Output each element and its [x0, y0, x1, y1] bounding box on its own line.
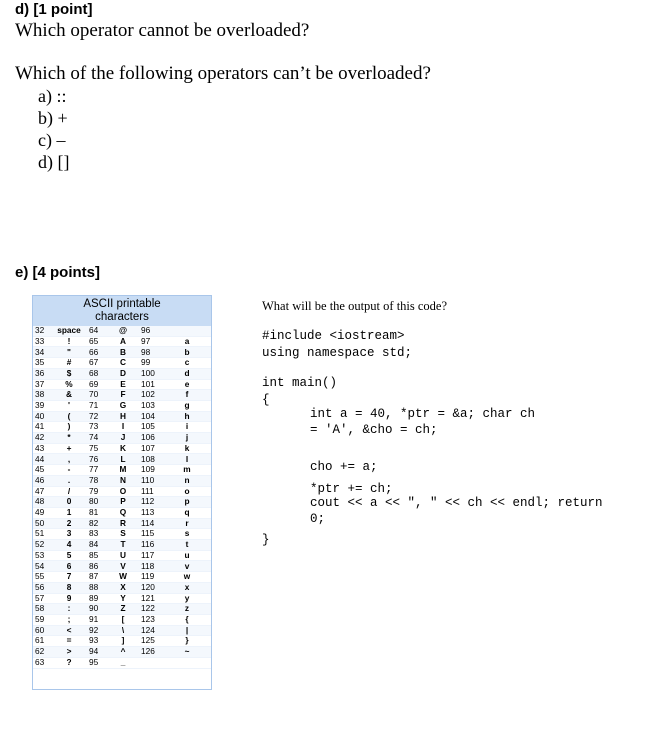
ascii-code-dec-3: 116	[139, 540, 163, 551]
ascii-char-2: Z	[107, 604, 139, 615]
code-ptr-line: *ptr += ch;	[310, 482, 393, 496]
ascii-code-dec-3: 103	[139, 400, 163, 411]
ascii-char-2: E	[107, 379, 139, 390]
ascii-code-dec-2: 68	[87, 368, 107, 379]
ascii-row	[33, 529, 211, 540]
ascii-code-dec-1: 53	[33, 550, 51, 561]
ascii-code-dec-1: 49	[33, 507, 51, 518]
ascii-table-figure	[32, 295, 212, 690]
ascii-row	[33, 358, 211, 369]
ascii-char-3: w	[163, 572, 211, 583]
ascii-code-dec-2: 79	[87, 486, 107, 497]
ascii-char-1: '	[51, 400, 87, 411]
option-a: a) ::	[38, 86, 67, 106]
ascii-char-2: H	[107, 411, 139, 422]
ascii-code-dec-3: 97	[139, 336, 163, 347]
ascii-row	[33, 433, 211, 444]
ascii-code-dec-1: 42	[33, 433, 51, 444]
ascii-code-dec-1: 62	[33, 647, 51, 658]
option-c: c) –	[38, 130, 66, 150]
ascii-char-1: )	[51, 422, 87, 433]
ascii-row	[33, 411, 211, 422]
ascii-code-dec-3: 102	[139, 390, 163, 401]
ascii-char-3: b	[163, 347, 211, 358]
ascii-char-3: r	[163, 518, 211, 529]
ascii-char-3: i	[163, 422, 211, 433]
ascii-row	[33, 572, 211, 583]
ascii-code-dec-3: 124	[139, 625, 163, 636]
code-main: int main()	[262, 376, 338, 390]
part-e-prompt: What will be the output of this code?	[262, 299, 448, 313]
ascii-char-3: n	[163, 475, 211, 486]
ascii-char-2: O	[107, 486, 139, 497]
ascii-table-title	[33, 296, 211, 326]
ascii-code-dec-1: 35	[33, 358, 51, 369]
ascii-char-2: J	[107, 433, 139, 444]
ascii-code-dec-3	[139, 657, 163, 668]
ascii-char-2: C	[107, 358, 139, 369]
ascii-code-dec-2: 77	[87, 465, 107, 476]
ascii-char-1: &	[51, 390, 87, 401]
ascii-code-dec-1: 34	[33, 347, 51, 358]
ascii-code-dec-2: 65	[87, 336, 107, 347]
ascii-char-3: z	[163, 604, 211, 615]
ascii-char-1: 4	[51, 540, 87, 551]
ascii-code-dec-3: 109	[139, 465, 163, 476]
code-decl-line1: int a = 40, *ptr = &a; char ch	[310, 407, 536, 421]
ascii-char-1: .	[51, 475, 87, 486]
ascii-code-dec-1: 40	[33, 411, 51, 422]
ascii-char-3: }	[163, 636, 211, 647]
ascii-code-dec-2: 84	[87, 540, 107, 551]
ascii-char-2: W	[107, 572, 139, 583]
ascii-code-dec-1: 33	[33, 336, 51, 347]
ascii-char-1: 2	[51, 518, 87, 529]
ascii-row	[33, 604, 211, 615]
ascii-row	[33, 636, 211, 647]
code-cho-line: cho += a;	[310, 460, 378, 474]
ascii-char-1: =	[51, 636, 87, 647]
ascii-code-dec-3: 122	[139, 604, 163, 615]
ascii-code-dec-2: 64	[87, 326, 107, 336]
ascii-char-2: @	[107, 326, 139, 336]
ascii-code-dec-3: 120	[139, 582, 163, 593]
ascii-char-2: [	[107, 614, 139, 625]
ascii-code-dec-2: 83	[87, 529, 107, 540]
ascii-char-3: c	[163, 358, 211, 369]
ascii-char-3: l	[163, 454, 211, 465]
option-d: d) []	[38, 152, 70, 172]
ascii-char-1: 0	[51, 497, 87, 508]
ascii-code-dec-1: 55	[33, 572, 51, 583]
ascii-code-dec-1: 57	[33, 593, 51, 604]
ascii-code-dec-3: 104	[139, 411, 163, 422]
ascii-char-3: t	[163, 540, 211, 551]
ascii-code-dec-2: 78	[87, 475, 107, 486]
ascii-char-2: K	[107, 443, 139, 454]
ascii-char-2: F	[107, 390, 139, 401]
ascii-code-dec-2: 92	[87, 625, 107, 636]
ascii-code-dec-1: 43	[33, 443, 51, 454]
ascii-char-3: o	[163, 486, 211, 497]
ascii-code-dec-2: 67	[87, 358, 107, 369]
ascii-char-2: ]	[107, 636, 139, 647]
ascii-char-1: 8	[51, 582, 87, 593]
ascii-row	[33, 593, 211, 604]
part-d-title: Which operator cannot be overloaded?	[15, 20, 310, 41]
ascii-char-2: U	[107, 550, 139, 561]
ascii-row	[33, 540, 211, 551]
ascii-row	[33, 486, 211, 497]
ascii-code-dec-1: 44	[33, 454, 51, 465]
ascii-char-2: \	[107, 625, 139, 636]
ascii-row	[33, 475, 211, 486]
ascii-code-dec-2: 71	[87, 400, 107, 411]
ascii-char-2: S	[107, 529, 139, 540]
ascii-code-dec-1: 51	[33, 529, 51, 540]
ascii-char-3	[163, 657, 211, 668]
ascii-char-2: L	[107, 454, 139, 465]
ascii-char-2: D	[107, 368, 139, 379]
ascii-row	[33, 422, 211, 433]
ascii-code-dec-1: 45	[33, 465, 51, 476]
ascii-row	[33, 347, 211, 358]
ascii-char-2: N	[107, 475, 139, 486]
ascii-char-1: !	[51, 336, 87, 347]
ascii-row	[33, 443, 211, 454]
ascii-code-dec-3: 114	[139, 518, 163, 529]
ascii-row	[33, 497, 211, 508]
ascii-char-2: X	[107, 582, 139, 593]
ascii-code-dec-3: 118	[139, 561, 163, 572]
ascii-code-dec-1: 48	[33, 497, 51, 508]
ascii-code-dec-2: 72	[87, 411, 107, 422]
ascii-code-dec-2: 88	[87, 582, 107, 593]
ascii-row	[33, 336, 211, 347]
ascii-code-dec-1: 58	[33, 604, 51, 615]
part-d-header: d) [1 point]	[15, 1, 93, 18]
ascii-row	[33, 625, 211, 636]
ascii-code-dec-1: 63	[33, 657, 51, 668]
ascii-code-dec-3: 98	[139, 347, 163, 358]
ascii-code-dec-1: 39	[33, 400, 51, 411]
ascii-char-1: 1	[51, 507, 87, 518]
ascii-code-dec-3: 99	[139, 358, 163, 369]
ascii-char-3: x	[163, 582, 211, 593]
ascii-char-2: V	[107, 561, 139, 572]
ascii-code-dec-1: 52	[33, 540, 51, 551]
ascii-char-3: v	[163, 561, 211, 572]
ascii-char-2: R	[107, 518, 139, 529]
ascii-char-1: *	[51, 433, 87, 444]
ascii-row	[33, 614, 211, 625]
ascii-title-line2: characters	[95, 310, 149, 323]
ascii-char-3	[163, 326, 211, 336]
ascii-code-dec-2: 82	[87, 518, 107, 529]
ascii-code-dec-3: 106	[139, 433, 163, 444]
ascii-char-1: "	[51, 347, 87, 358]
ascii-char-1: >	[51, 647, 87, 658]
ascii-row	[33, 518, 211, 529]
ascii-code-dec-2: 73	[87, 422, 107, 433]
ascii-code-dec-3: 110	[139, 475, 163, 486]
ascii-code-dec-2: 90	[87, 604, 107, 615]
ascii-char-2: T	[107, 540, 139, 551]
ascii-char-2: M	[107, 465, 139, 476]
ascii-char-3: f	[163, 390, 211, 401]
ascii-char-3: {	[163, 614, 211, 625]
ascii-code-dec-1: 41	[33, 422, 51, 433]
ascii-row	[33, 647, 211, 658]
ascii-code-dec-3: 101	[139, 379, 163, 390]
ascii-char-3: h	[163, 411, 211, 422]
ascii-char-3: y	[163, 593, 211, 604]
part-e-header: e) [4 points]	[15, 264, 100, 281]
ascii-code-dec-2: 91	[87, 614, 107, 625]
ascii-code-dec-2: 69	[87, 379, 107, 390]
ascii-code-dec-2: 86	[87, 561, 107, 572]
ascii-code-dec-3: 107	[139, 443, 163, 454]
ascii-char-3: d	[163, 368, 211, 379]
ascii-code-dec-3: 105	[139, 422, 163, 433]
ascii-char-1: (	[51, 411, 87, 422]
ascii-code-dec-1: 50	[33, 518, 51, 529]
ascii-char-2: I	[107, 422, 139, 433]
ascii-code-dec-1: 59	[33, 614, 51, 625]
ascii-code-dec-3: 96	[139, 326, 163, 336]
ascii-char-3: |	[163, 625, 211, 636]
ascii-code-dec-2: 74	[87, 433, 107, 444]
ascii-char-1: :	[51, 604, 87, 615]
ascii-char-3: e	[163, 379, 211, 390]
ascii-char-2: ^	[107, 647, 139, 658]
ascii-char-1: 6	[51, 561, 87, 572]
ascii-table	[33, 326, 211, 669]
ascii-code-dec-1: 32	[33, 326, 51, 336]
ascii-code-dec-3: 126	[139, 647, 163, 658]
ascii-char-2: P	[107, 497, 139, 508]
code-decl-line2: = 'A', &cho = ch;	[310, 423, 438, 437]
ascii-char-3: a	[163, 336, 211, 347]
ascii-char-1: /	[51, 486, 87, 497]
ascii-row	[33, 390, 211, 401]
ascii-char-3: m	[163, 465, 211, 476]
ascii-code-dec-1: 36	[33, 368, 51, 379]
ascii-char-2: Y	[107, 593, 139, 604]
ascii-code-dec-1: 54	[33, 561, 51, 572]
ascii-char-3: s	[163, 529, 211, 540]
ascii-char-2: Q	[107, 507, 139, 518]
ascii-code-dec-1: 37	[33, 379, 51, 390]
ascii-char-1: ?	[51, 657, 87, 668]
ascii-code-dec-1: 56	[33, 582, 51, 593]
ascii-char-1: ,	[51, 454, 87, 465]
code-open-brace: {	[262, 393, 270, 407]
ascii-char-1: <	[51, 625, 87, 636]
ascii-code-dec-2: 81	[87, 507, 107, 518]
code-close-brace: }	[262, 533, 270, 547]
ascii-code-dec-3: 112	[139, 497, 163, 508]
option-b: b) +	[38, 108, 68, 128]
ascii-row	[33, 379, 211, 390]
ascii-row	[33, 400, 211, 411]
ascii-char-3: j	[163, 433, 211, 444]
ascii-row	[33, 550, 211, 561]
ascii-char-3: q	[163, 507, 211, 518]
ascii-char-1: #	[51, 358, 87, 369]
ascii-char-1: 7	[51, 572, 87, 583]
ascii-code-dec-1: 38	[33, 390, 51, 401]
ascii-code-dec-1: 46	[33, 475, 51, 486]
ascii-code-dec-2: 93	[87, 636, 107, 647]
ascii-code-dec-2: 70	[87, 390, 107, 401]
ascii-row	[33, 582, 211, 593]
ascii-char-2: A	[107, 336, 139, 347]
ascii-char-2: B	[107, 347, 139, 358]
ascii-row	[33, 561, 211, 572]
ascii-row	[33, 454, 211, 465]
ascii-char-1: -	[51, 465, 87, 476]
code-cout-line1: cout << a << ", " << ch << endl; return	[310, 496, 603, 510]
ascii-code-dec-2: 80	[87, 497, 107, 508]
ascii-code-dec-2: 76	[87, 454, 107, 465]
ascii-row	[33, 657, 211, 668]
ascii-row	[33, 507, 211, 518]
ascii-char-1: 5	[51, 550, 87, 561]
ascii-code-dec-3: 125	[139, 636, 163, 647]
ascii-code-dec-3: 113	[139, 507, 163, 518]
ascii-title-line1: ASCII printable	[83, 298, 161, 310]
ascii-code-dec-3: 117	[139, 550, 163, 561]
ascii-code-dec-2: 85	[87, 550, 107, 561]
ascii-code-dec-3: 100	[139, 368, 163, 379]
ascii-code-dec-3: 108	[139, 454, 163, 465]
ascii-code-dec-3: 111	[139, 486, 163, 497]
ascii-char-1: ;	[51, 614, 87, 625]
ascii-char-1: +	[51, 443, 87, 454]
part-d-question: Which of the following operators can’t be overloaded?	[15, 63, 431, 84]
ascii-code-dec-2: 75	[87, 443, 107, 454]
code-include: #include <iostream>	[262, 329, 405, 343]
ascii-char-1: 3	[51, 529, 87, 540]
ascii-char-1: space	[51, 326, 87, 336]
ascii-code-dec-3: 115	[139, 529, 163, 540]
ascii-char-3: ~	[163, 647, 211, 658]
code-using: using namespace std;	[262, 346, 413, 360]
ascii-char-1: %	[51, 379, 87, 390]
ascii-code-dec-3: 121	[139, 593, 163, 604]
ascii-code-dec-1: 61	[33, 636, 51, 647]
ascii-char-1: $	[51, 368, 87, 379]
ascii-char-2: G	[107, 400, 139, 411]
ascii-row	[33, 368, 211, 379]
ascii-char-3: g	[163, 400, 211, 411]
ascii-char-2: _	[107, 657, 139, 668]
ascii-row	[33, 465, 211, 476]
ascii-code-dec-2: 89	[87, 593, 107, 604]
ascii-code-dec-2: 87	[87, 572, 107, 583]
ascii-code-dec-1: 47	[33, 486, 51, 497]
ascii-code-dec-2: 66	[87, 347, 107, 358]
ascii-code-dec-3: 123	[139, 614, 163, 625]
ascii-code-dec-2: 94	[87, 647, 107, 658]
ascii-char-3: p	[163, 497, 211, 508]
ascii-row	[33, 326, 211, 336]
ascii-char-1: 9	[51, 593, 87, 604]
ascii-char-3: u	[163, 550, 211, 561]
ascii-code-dec-1: 60	[33, 625, 51, 636]
ascii-code-dec-3: 119	[139, 572, 163, 583]
code-cout-line2: 0;	[310, 512, 326, 526]
ascii-code-dec-2: 95	[87, 657, 107, 668]
ascii-char-3: k	[163, 443, 211, 454]
